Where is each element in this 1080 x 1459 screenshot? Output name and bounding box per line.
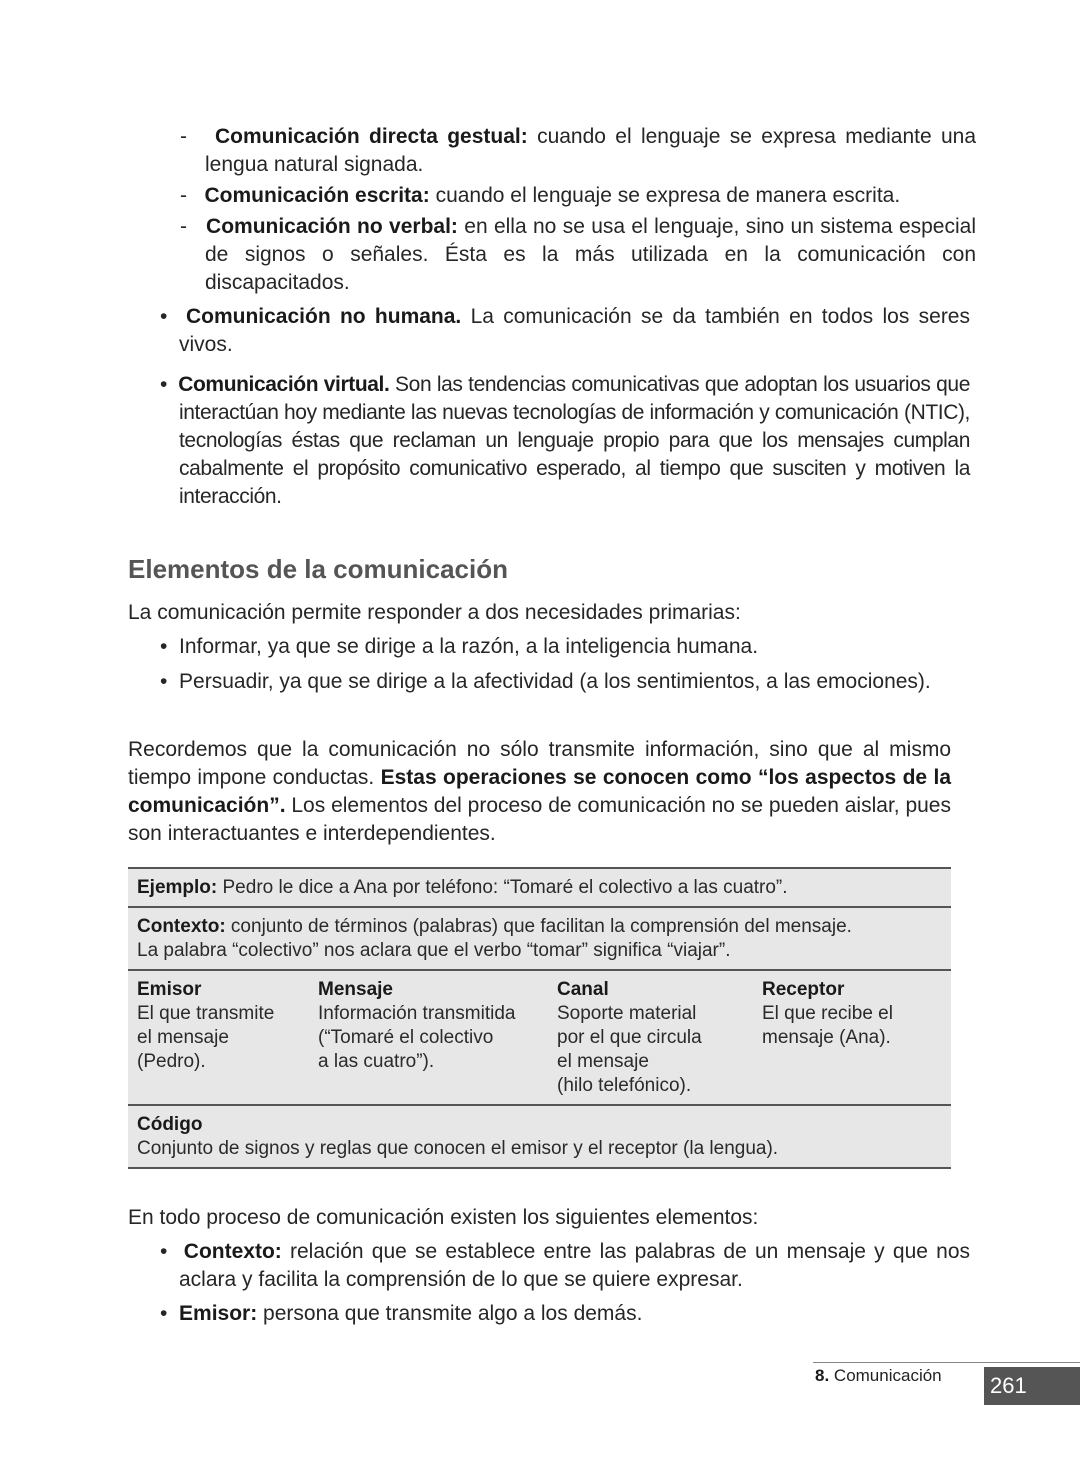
column-canal: Canal Soporte material por el que circula el mensaje (hilo telefónico). — [557, 979, 702, 1096]
footer-chapter: 8. Comunicación — [815, 1366, 942, 1385]
table-row-contexto: Contexto: conjunto de términos (palabras) que facilitan la comprensión del mensaje. La palabra “colectivo” nos aclara que el verbo “tomar” significa “viajar”. — [128, 908, 951, 971]
table-row-elements — [128, 971, 951, 1106]
column-mensaje: Mensaje Información transmitida (“Tomaré el colectivo a las cuatro”). — [318, 979, 516, 1072]
table-row-ejemplo: Ejemplo: Pedro le dice a Ana por teléfono: “Tomaré el colectivo a las cuatro”. — [128, 869, 951, 908]
list-item: • Persuadir, ya que se dirige a la afectividad (a los sentimientos, a las emociones). — [160, 670, 931, 693]
list-item: - Comunicación escrita: cuando el lenguaje se expresa de manera escrita. — [180, 184, 901, 207]
list-item: • Contexto: relación que se establece entre las palabras de un mensaje y que nos aclara y facilita la comprensión de lo que se quiere expresar. — [160, 1240, 970, 1291]
list-item: • Informar, ya que se dirige a la razón, a la inteligencia humana. — [160, 635, 759, 658]
footer-divider — [813, 1362, 1080, 1363]
intro-text: La comunicación permite responder a dos necesidades primarias: — [128, 601, 741, 624]
list-item: - Comunicación directa gestual: cuando el lenguaje se expresa mediante una lengua natural signada. — [180, 125, 977, 176]
column-receptor: Receptor El que recibe el mensaje (Ana). — [762, 979, 893, 1048]
table-row-codigo: Código Conjunto de signos y reglas que conocen el emisor y el receptor (la lengua). — [137, 1114, 779, 1159]
list-item: - Comunicación no verbal: en ella no se usa el lenguaje, sino un sistema especial de signos o señales. Ésta es la más utilizada en la comunicación con discapacitados. — [180, 215, 976, 294]
column-emisor: Emisor El que transmite el mensaje (Pedro). — [137, 979, 275, 1072]
page-number: 261 — [984, 1367, 1080, 1405]
list-item: • Comunicación virtual. Son las tendencias comunicativas que adoptan los usuarios que interactúan hoy mediante las nuevas tecnologías de información y comunicación (NTIC), tecnologías éstas que reclaman un lenguaje propio para que los mensajes cumplan cabalmente el propósito comunicativo esperado, al tiempo que susciten y motiven la interacción. — [160, 373, 970, 508]
list-item: • Comunicación no humana. La comunicación se da también en todos los seres vivos. — [160, 305, 970, 356]
list-item: • Emisor: persona que transmite algo a los demás. — [160, 1302, 643, 1325]
example-table — [128, 867, 951, 1169]
intro-text-2: En todo proceso de comunicación existen los siguientes elementos: — [128, 1206, 759, 1229]
section-heading: Elementos de la comunicación — [128, 554, 508, 584]
paragraph: Recordemos que la comunicación no sólo transmite información, sino que al mismo tiempo impone conductas. Estas operaciones se conocen como “los aspectos de la comunicación”. Los elementos del proceso de comunicación no se pueden aislar, pues son interactuantes e interdependientes. — [128, 738, 951, 845]
